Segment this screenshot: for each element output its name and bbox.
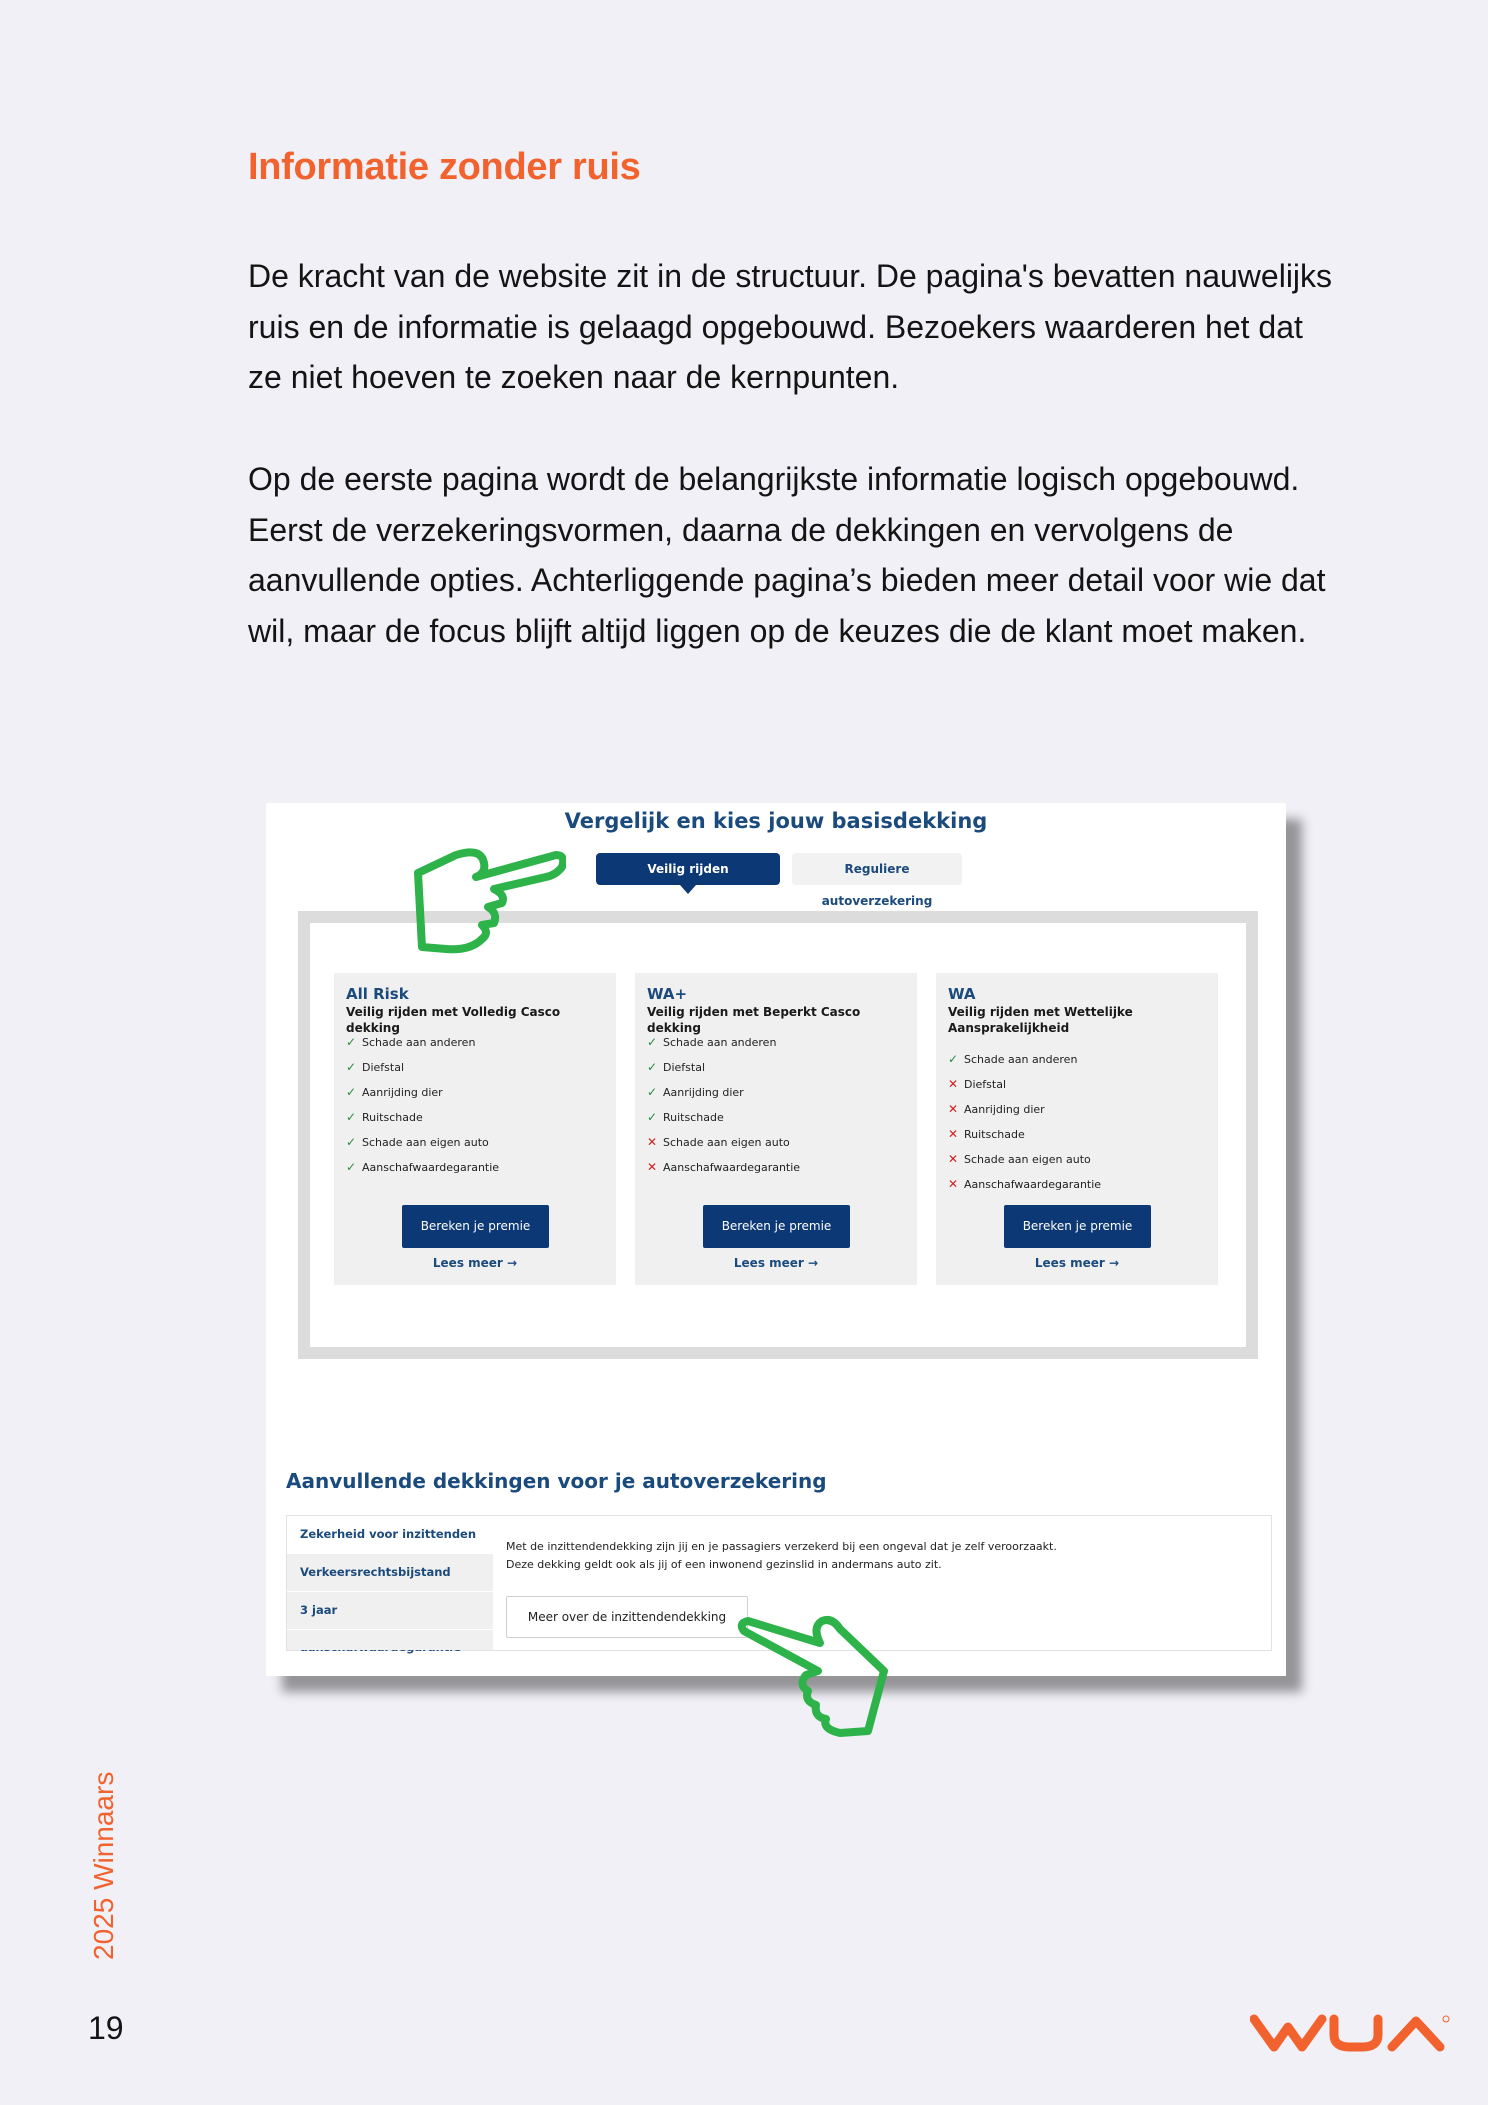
check-icon: ✓ xyxy=(647,1060,658,1074)
check-icon: ✓ xyxy=(346,1160,357,1174)
compare-title: Vergelijk en kies jouw basisdekking xyxy=(564,809,988,833)
check-icon: ✓ xyxy=(647,1035,658,1049)
cross-icon: ✕ xyxy=(948,1177,959,1191)
website-screenshot xyxy=(266,803,1286,1676)
read-more-link[interactable] xyxy=(936,1256,1218,1270)
feature-label: Diefstal xyxy=(663,1061,706,1074)
article-paragraph-1: De kracht van de website zit in de structuur. De pagina's bevatten nauwelijks ruis en de informatie is gelaagd opgebouwd. Bezoekers waarderen het dat ze niet hoeven te zoeken naar de kernpunten. xyxy=(248,258,1333,396)
feature-item xyxy=(647,1060,705,1074)
feature-item xyxy=(647,1110,724,1124)
cross-icon: ✕ xyxy=(948,1102,959,1116)
card-subtitle: Veilig rijden met Beperkt Casco dekking xyxy=(647,1005,861,1035)
extras-tab-filler xyxy=(287,1630,493,1650)
feature-item xyxy=(948,1077,1006,1091)
check-icon: ✓ xyxy=(948,1052,959,1066)
cross-icon: ✕ xyxy=(647,1135,658,1149)
cross-icon: ✕ xyxy=(948,1127,959,1141)
feature-item xyxy=(948,1127,1025,1141)
read-more-link[interactable] xyxy=(635,1256,917,1270)
cross-icon: ✕ xyxy=(948,1152,959,1166)
article-paragraph-2: Op de eerste pagina wordt de belangrijkste informatie logisch opgebouwd. Eerst de verzekeringsvormen, daarna de dekkingen en vervolgens de aanvullende opties. Achterliggende pagina’s bieden meer detail voor wie dat wil, maar de focus blijft altijd liggen op de keuzes die de klant moet maken. xyxy=(248,461,1326,649)
compare-panel xyxy=(298,911,1258,1359)
feature-item xyxy=(948,1052,1077,1066)
check-icon: ✓ xyxy=(346,1035,357,1049)
pointing-hand-icon xyxy=(736,1613,896,1743)
feature-label: Ruitschade xyxy=(964,1128,1025,1141)
check-icon: ✓ xyxy=(346,1135,357,1149)
check-icon: ✓ xyxy=(346,1085,357,1099)
page-number: 19 xyxy=(88,2010,124,2046)
feature-label: Aanschafwaardegarantie xyxy=(964,1178,1102,1191)
card-subtitle: Veilig rijden met Wettelijke Aansprakelijkheid xyxy=(948,1005,1133,1035)
feature-item xyxy=(647,1160,800,1174)
extras-tab-aanschafwaarde[interactable]: 3 jaar xyxy=(287,1592,493,1629)
cross-icon: ✕ xyxy=(948,1077,959,1091)
card-title: All Risk xyxy=(346,985,409,1003)
tab-veilig-rijden[interactable]: Veilig rijden autoverzekering xyxy=(596,853,780,885)
feature-label: Diefstal xyxy=(362,1061,405,1074)
read-more-label: Lees meer xyxy=(733,1256,804,1270)
feature-label: Aanrijding dier xyxy=(663,1086,744,1099)
check-icon: ✓ xyxy=(346,1060,357,1074)
read-more-link[interactable] xyxy=(334,1256,616,1270)
feature-label: Aanschafwaardegarantie xyxy=(663,1161,801,1174)
article-heading: Informatie zonder ruis xyxy=(248,146,641,188)
feature-item xyxy=(346,1060,404,1074)
feature-label: Schade aan eigen auto xyxy=(663,1136,790,1149)
feature-label: Schade aan anderen xyxy=(964,1053,1078,1066)
feature-label: Ruitschade xyxy=(663,1111,724,1124)
calculate-premium-button[interactable]: Bereken je premie xyxy=(1004,1205,1151,1248)
feature-label: Aanrijding dier xyxy=(964,1103,1045,1116)
card-all-risk xyxy=(334,973,616,1285)
more-about-inzittenden-button[interactable]: Meer over de inzittendendekking xyxy=(506,1596,748,1638)
feature-item xyxy=(948,1152,1091,1166)
feature-label: Schade aan eigen auto xyxy=(362,1136,489,1149)
calculate-premium-button[interactable]: Bereken je premie xyxy=(402,1205,549,1248)
extras-description-line: Deze dekking geldt ook als jij of een inwonend gezinslid in andermans auto zit. xyxy=(506,1558,942,1571)
read-more-label: Lees meer xyxy=(1034,1256,1105,1270)
extras-tab-inzittenden[interactable]: Zekerheid voor inzittenden xyxy=(287,1516,493,1553)
card-title: WA+ xyxy=(647,985,688,1003)
feature-label: Aanschafwaardegarantie xyxy=(362,1161,500,1174)
arrow-right-icon: → xyxy=(808,1256,819,1270)
pointing-hand-icon xyxy=(406,833,566,963)
extras-title: Aanvullende dekkingen voor je autoverzekering xyxy=(286,1469,827,1493)
feature-item xyxy=(346,1135,489,1149)
extras-description xyxy=(506,1538,1226,1574)
feature-label: Ruitschade xyxy=(362,1111,423,1124)
card-wa xyxy=(936,973,1218,1285)
extras-tab-rechtsbijstand[interactable]: Verkeersrechtsbijstand xyxy=(287,1554,493,1591)
feature-item xyxy=(346,1160,499,1174)
feature-label: Diefstal xyxy=(964,1078,1007,1091)
feature-item xyxy=(346,1085,443,1099)
card-title: WA xyxy=(948,985,976,1003)
feature-label: Aanrijding dier xyxy=(362,1086,443,1099)
feature-item xyxy=(948,1177,1101,1191)
feature-label: Schade aan eigen auto xyxy=(964,1153,1091,1166)
arrow-right-icon: → xyxy=(507,1256,518,1270)
calculate-premium-button[interactable]: Bereken je premie xyxy=(703,1205,850,1248)
arrow-right-icon: → xyxy=(1109,1256,1120,1270)
side-label: 2025 Winnaars xyxy=(88,1771,119,1960)
card-wa-plus xyxy=(635,973,917,1285)
feature-item xyxy=(647,1085,744,1099)
check-icon: ✓ xyxy=(346,1110,357,1124)
card-subtitle: Veilig rijden met Volledig Casco dekking xyxy=(346,1005,561,1035)
check-icon: ✓ xyxy=(647,1110,658,1124)
feature-item xyxy=(346,1110,423,1124)
feature-item xyxy=(948,1102,1045,1116)
read-more-label: Lees meer xyxy=(432,1256,503,1270)
extras-description-line: Met de inzittendendekking zijn jij en je passagiers verzekerd bij een ongeval dat je zelf veroorzaakt. xyxy=(506,1540,1057,1553)
tab-regulier[interactable]: Reguliere autoverzekering xyxy=(792,853,962,885)
feature-item xyxy=(647,1035,776,1049)
feature-label: Schade aan anderen xyxy=(362,1036,476,1049)
check-icon: ✓ xyxy=(647,1085,658,1099)
feature-item xyxy=(647,1135,790,1149)
feature-label: Schade aan anderen xyxy=(663,1036,777,1049)
cross-icon: ✕ xyxy=(647,1160,658,1174)
wua-logo xyxy=(1250,2013,1450,2053)
compare-panel-inner xyxy=(310,923,1246,1347)
feature-item xyxy=(346,1035,475,1049)
